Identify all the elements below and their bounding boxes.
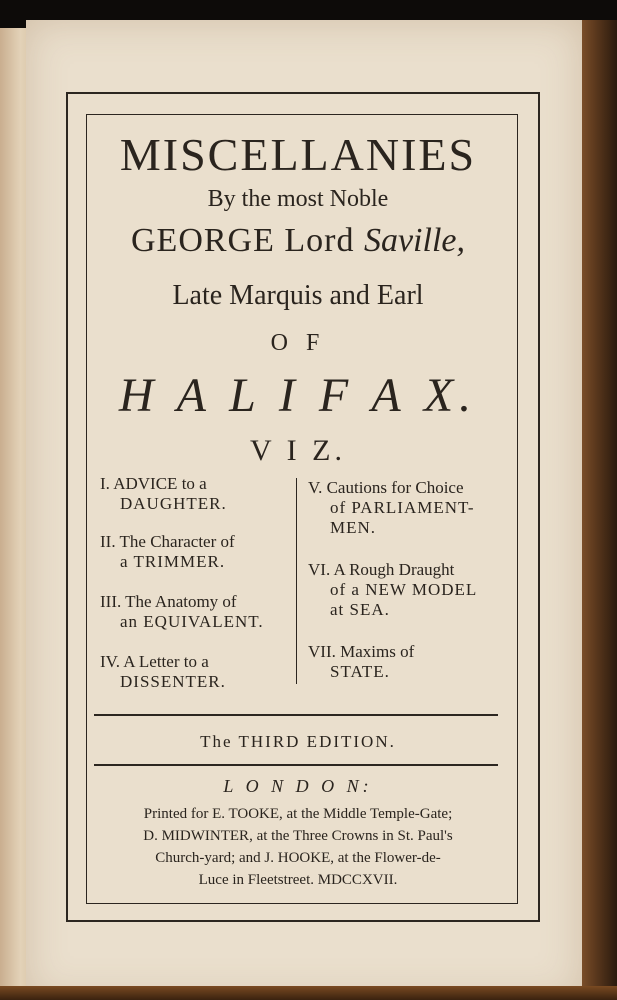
outer-frame-right <box>538 92 540 922</box>
inner-frame-top <box>86 114 518 115</box>
imprint-line-3: Church-yard; and J. HOOKE, at the Flower-de- <box>155 850 441 866</box>
contents-item-3 <box>100 592 264 632</box>
outer-frame-top <box>66 92 540 94</box>
imprint-line-2: D. MIDWINTER, at the Three Crowns in St. Paul's <box>143 828 453 844</box>
contents-item-5 <box>308 478 475 538</box>
edition-line: The THIRD EDITION. <box>200 732 396 751</box>
edition-rule-top <box>94 714 498 716</box>
contents-item-5-line1: V. Cautions for Choice <box>308 478 464 497</box>
contents-item-4-line2: DISSENTER. <box>120 672 226 691</box>
contents-item-6-line1: VI. A Rough Draught <box>308 560 455 579</box>
contents-item-5-line2: of PARLIAMENT- <box>330 498 475 517</box>
contents-item-3-line1: III. The Anatomy of <box>100 592 237 611</box>
contents-item-2-line2: a TRIMMER. <box>120 552 226 571</box>
author-name-roman: GEORGE Lord <box>131 222 364 259</box>
contents-item-2-line1: II. The Character of <box>100 532 235 551</box>
contents-item-6-line3: at SEA. <box>330 600 390 619</box>
contents-item-7-line2: STATE. <box>330 662 390 681</box>
contents-item-3-line2: an EQUIVALENT. <box>120 612 264 631</box>
title-main: MISCELLANIES <box>119 129 477 180</box>
halifax-title: H A L I F A X. <box>118 369 478 422</box>
contents-item-1-line1: I. ADVICE to a <box>100 474 207 493</box>
contents-item-4 <box>100 652 226 692</box>
contents-item-4-line1: IV. A Letter to a <box>100 652 209 671</box>
by-line: By the most Noble <box>207 186 389 212</box>
contents-item-2 <box>100 532 235 572</box>
contents-item-5-line3: MEN. <box>330 518 377 537</box>
author-name-italic: Saville, <box>363 222 465 259</box>
contents-item-7 <box>308 642 414 682</box>
book-cover-bottom <box>0 986 617 1000</box>
contents-item-6-line2: of a NEW MODEL <box>330 580 478 599</box>
contents-item-1-line2: DAUGHTER. <box>120 494 227 513</box>
imprint-line-1: Printed for E. TOOKE, at the Middle Temple-Gate; <box>143 806 453 822</box>
inner-frame-right <box>517 114 518 904</box>
inner-frame-left <box>86 114 87 904</box>
edition-rule-bottom <box>94 764 498 766</box>
author-name <box>88 222 508 260</box>
outer-frame-bottom <box>66 920 540 922</box>
contents-item-7-line1: VII. Maxims of <box>308 642 415 661</box>
contents-item-1 <box>100 474 227 514</box>
marquis-line: Late Marquis and Earl <box>172 280 424 311</box>
column-divider <box>296 478 297 684</box>
imprint-city: L O N D O N: <box>223 776 373 796</box>
contents-item-6 <box>308 560 477 620</box>
inner-frame-bottom <box>86 903 518 904</box>
imprint-line-4: Luce in Fleetstreet. MDCCXVII. <box>198 872 398 888</box>
viz-heading: V I Z. <box>250 434 346 467</box>
of-line: O F <box>270 330 326 356</box>
outer-frame-left <box>66 92 68 922</box>
